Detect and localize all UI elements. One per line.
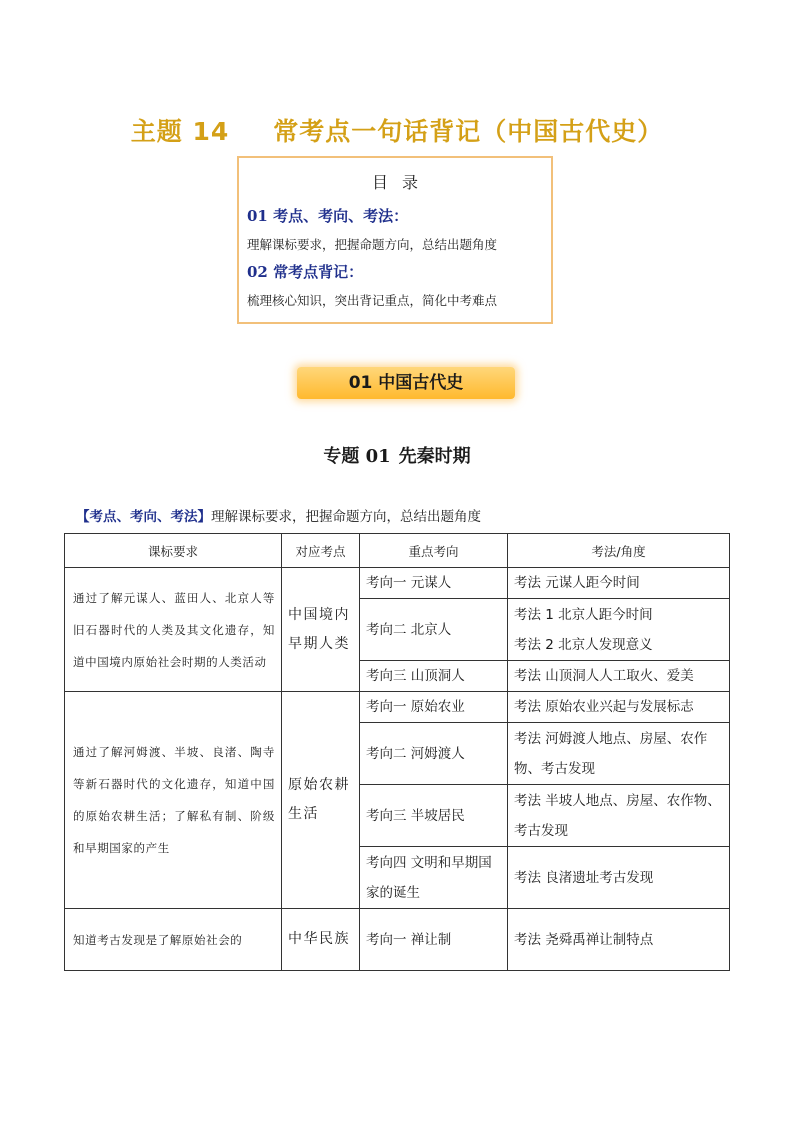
table-of-contents	[237, 156, 553, 324]
requirement-cell: 知道考古发现是了解原始社会的	[65, 909, 282, 971]
direction-cell: 考向三 半坡居民	[360, 785, 508, 847]
title-topic-number: 主题 14	[130, 117, 230, 146]
header-requirement: 课标要求	[65, 534, 282, 568]
method-cell: 考法 良渚遗址考古发现	[508, 847, 730, 909]
point-cell: 原始农耕生活	[282, 692, 360, 909]
direction-cell: 考向四 文明和早期国家的诞生	[360, 847, 508, 909]
header-point: 对应考点	[282, 534, 360, 568]
page-title	[0, 112, 794, 148]
method-line: 考法 1 北京人距今时间	[514, 606, 653, 623]
table-row	[65, 692, 730, 723]
table-row	[65, 568, 730, 599]
direction-cell: 考向三 山顶洞人	[360, 661, 508, 692]
method-cell: 考法 山顶洞人人工取火、爱美	[508, 661, 730, 692]
intro-highlight: 【考点、考向、考法】	[76, 509, 211, 525]
section-banner: 01 中国古代史	[297, 367, 515, 399]
requirement-cell: 通过了解河姆渡、半坡、良渚、陶寺等新石器时代的文化遗存，知道中国的原始农耕生活；了解私有制、阶级和早期国家的产生	[65, 692, 282, 909]
header-method: 考法/角度	[508, 534, 730, 568]
requirement-cell: 通过了解元谋人、蓝田人、北京人等旧石器时代的人类及其文化遗存，知道中国境内原始社会时期的人类活动	[65, 568, 282, 692]
toc-section-1-desc: 理解课标要求，把握命题方向，总结出题角度	[247, 237, 498, 252]
direction-cell: 考向二 河姆渡人	[360, 723, 508, 785]
toc-heading: 目录	[371, 173, 432, 192]
intro-line	[76, 505, 481, 525]
direction-cell: 考向二 北京人	[360, 599, 508, 661]
direction-cell: 考向一 原始农业	[360, 692, 508, 723]
method-cell: 考法 元谋人距今时间	[508, 568, 730, 599]
title-topic-name: 常考点一句话背记（中国古代史）	[273, 117, 664, 146]
method-cell: 考法 尧舜禹禅让制特点	[508, 909, 730, 971]
method-line: 考法 2 北京人发现意义	[514, 636, 653, 653]
point-cell: 中华民族	[282, 909, 360, 971]
table-header-row	[65, 534, 730, 568]
header-direction: 重点考向	[360, 534, 508, 568]
toc-section-1[interactable]: 01 考点、考向、考法：	[247, 207, 409, 225]
method-cell: 考法 原始农业兴起与发展标志	[508, 692, 730, 723]
toc-section-2[interactable]: 02 常考点背记：	[247, 263, 364, 281]
subtopic-name: 先秦时期	[398, 446, 471, 467]
subtopic-title	[0, 442, 794, 468]
direction-cell: 考向一 元谋人	[360, 568, 508, 599]
direction-cell: 考向一 禅让制	[360, 909, 508, 971]
method-cell	[508, 599, 730, 661]
table-row	[65, 909, 730, 971]
intro-text: 理解课标要求，把握命题方向，总结出题角度	[211, 509, 481, 525]
subtopic-number: 专题 01	[323, 446, 391, 467]
method-cell: 考法 河姆渡人地点、房屋、农作物、考古发现	[508, 723, 730, 785]
method-cell: 考法 半坡人地点、房屋、农作物、考古发现	[508, 785, 730, 847]
exam-points-table	[64, 533, 730, 971]
toc-section-2-desc: 梳理核心知识，突出背记重点，简化中考难点	[247, 293, 498, 308]
point-cell: 中国境内早期人类	[282, 568, 360, 692]
